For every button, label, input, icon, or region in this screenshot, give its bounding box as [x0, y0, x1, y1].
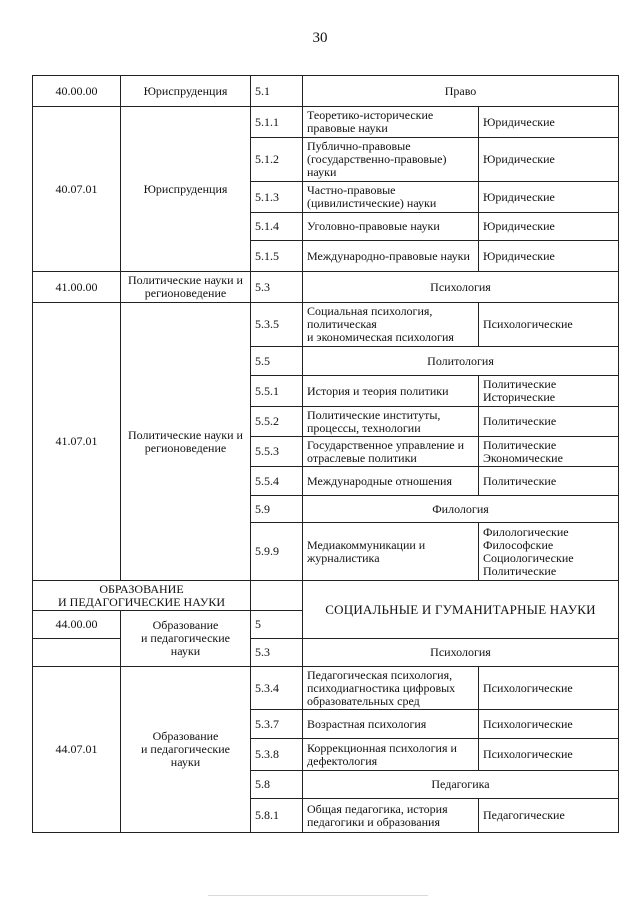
specialty-number-cell: 5.8	[251, 771, 303, 799]
specialty-title-cell: Политические институты, процессы, технологии	[303, 407, 479, 437]
science-branch-cell: Юридические	[479, 213, 619, 241]
direction-name-cell	[121, 667, 251, 833]
specialty-number-cell: 5	[251, 611, 303, 639]
direction-name-cell	[121, 611, 251, 667]
direction-name-cell: Политические науки и регионоведение	[121, 272, 251, 303]
specialty-number-cell: 5.1.5	[251, 241, 303, 272]
code-cell	[33, 639, 121, 667]
footer-divider	[208, 895, 428, 896]
science-branch-cell: Психологические	[479, 303, 619, 347]
name-line: Образование	[152, 729, 219, 743]
area-heading: СОЦИАЛЬНЫЕ И ГУМАНИТАРНЫЕ НАУКИ	[303, 581, 619, 639]
table-row	[33, 76, 619, 107]
group-heading-line: ОБРАЗОВАНИЕ	[99, 581, 184, 596]
name-line: и педагогические	[141, 631, 230, 645]
code-cell: 44.07.01	[33, 667, 121, 833]
science-branch-cell: Политические	[479, 407, 619, 437]
specialty-title-cell: Педагогическая психология, психодиагностика цифровых образовательных сред	[303, 667, 479, 710]
code-cell: 44.00.00	[33, 611, 121, 639]
specialty-number-cell: 5.9.9	[251, 523, 303, 581]
group-heading-line: И ПЕДАГОГИЧЕСКИЕ НАУКИ	[58, 594, 225, 609]
specialty-number-cell: 5.1.3	[251, 182, 303, 213]
section-heading: Психология	[303, 639, 619, 667]
science-branch-cell	[479, 376, 619, 407]
direction-name-cell: Политические науки и регионоведение	[121, 303, 251, 581]
specialty-number-cell: 5.5	[251, 347, 303, 376]
specialty-title-cell: Общая педагогика, история педагогики и образования	[303, 799, 479, 833]
section-heading: Право	[303, 76, 619, 107]
specialty-number-cell: 5.1	[251, 76, 303, 107]
name-line: Образование	[152, 618, 219, 632]
science-branch-cell: Психологические	[479, 739, 619, 771]
code-cell: 41.07.01	[33, 303, 121, 581]
specialty-number-cell: 5.8.1	[251, 799, 303, 833]
branch-line: Филологические	[483, 524, 569, 539]
specialty-number-cell: 5.3.8	[251, 739, 303, 771]
section-heading: Психология	[303, 272, 619, 303]
specialty-title-cell	[303, 303, 479, 347]
specialty-title-cell: Международно-правовые науки	[303, 241, 479, 272]
science-branch-cell: Юридические	[479, 138, 619, 182]
specialty-title-cell: Международные отношения	[303, 467, 479, 496]
table-row	[33, 581, 619, 611]
title-line: и экономическая психология	[307, 330, 454, 344]
specialty-number-cell	[251, 581, 303, 611]
title-line: политическая	[307, 317, 377, 331]
specialty-title-cell: Медиакоммуникации и журналистика	[303, 523, 479, 581]
science-branch-cell	[479, 437, 619, 467]
specialty-title-cell: Теоретико-исторические правовые науки	[303, 107, 479, 138]
group-heading	[33, 581, 251, 611]
branch-line: Политические	[483, 563, 557, 578]
specialty-number-cell: 5.3.4	[251, 667, 303, 710]
science-branch-cell: Юридические	[479, 107, 619, 138]
science-branch-cell: Психологические	[479, 667, 619, 710]
specialty-number-cell: 5.5.2	[251, 407, 303, 437]
specialty-number-cell: 5.5.1	[251, 376, 303, 407]
specialty-number-cell: 5.3	[251, 639, 303, 667]
specialties-table	[32, 75, 619, 833]
specialty-number-cell: 5.1.1	[251, 107, 303, 138]
table-row	[33, 272, 619, 303]
specialty-number-cell: 5.3.5	[251, 303, 303, 347]
specialty-title-cell: Возрастная психология	[303, 710, 479, 739]
science-branch-cell: Политические	[479, 467, 619, 496]
direction-name-cell: Юриспруденция	[121, 107, 251, 272]
science-branch-cell: Педагогические	[479, 799, 619, 833]
table-row	[33, 667, 619, 710]
branch-line: Исторические	[483, 390, 556, 404]
specialty-number-cell: 5.3	[251, 272, 303, 303]
branch-line: Философские	[483, 537, 554, 552]
page-number: 30	[312, 30, 328, 46]
table-row	[33, 107, 619, 138]
table-row	[33, 303, 619, 347]
science-branch-cell: Психологические	[479, 710, 619, 739]
specialty-title-cell: Уголовно-правовые науки	[303, 213, 479, 241]
specialty-number-cell: 5.5.4	[251, 467, 303, 496]
code-cell: 40.07.01	[33, 107, 121, 272]
name-line: и педагогические	[141, 742, 230, 756]
specialty-title-cell: История и теория политики	[303, 376, 479, 407]
name-line: науки	[170, 644, 201, 658]
name-line: науки	[170, 755, 201, 769]
branch-line: Политические	[483, 437, 557, 452]
title-line: Социальная психология,	[307, 304, 433, 318]
section-heading: Педагогика	[303, 771, 619, 799]
specialty-number-cell: 5.9	[251, 496, 303, 523]
science-branch-cell: Юридические	[479, 241, 619, 272]
branch-line: Социологические	[483, 550, 574, 565]
specialty-number-cell: 5.1.4	[251, 213, 303, 241]
specialty-title-cell: Государственное управление и отраслевые политики	[303, 437, 479, 467]
specialty-title-cell: Публично-правовые (государственно-правовые) науки	[303, 138, 479, 182]
table-row	[33, 639, 619, 667]
specialty-title-cell: Частно-правовые (цивилистические) науки	[303, 182, 479, 213]
code-cell: 40.00.00	[33, 76, 121, 107]
branch-line: Экономические	[483, 450, 563, 465]
science-branch-cell	[479, 523, 619, 581]
science-branch-cell: Юридические	[479, 182, 619, 213]
section-heading: Филология	[303, 496, 619, 523]
specialty-number-cell: 5.3.7	[251, 710, 303, 739]
code-cell: 41.00.00	[33, 272, 121, 303]
specialty-number-cell: 5.5.3	[251, 437, 303, 467]
specialty-title-cell: Коррекционная психология и дефектология	[303, 739, 479, 771]
branch-line: Политические	[483, 377, 557, 391]
section-heading: Политология	[303, 347, 619, 376]
direction-name-cell: Юриспруденция	[121, 76, 251, 107]
specialty-number-cell: 5.1.2	[251, 138, 303, 182]
